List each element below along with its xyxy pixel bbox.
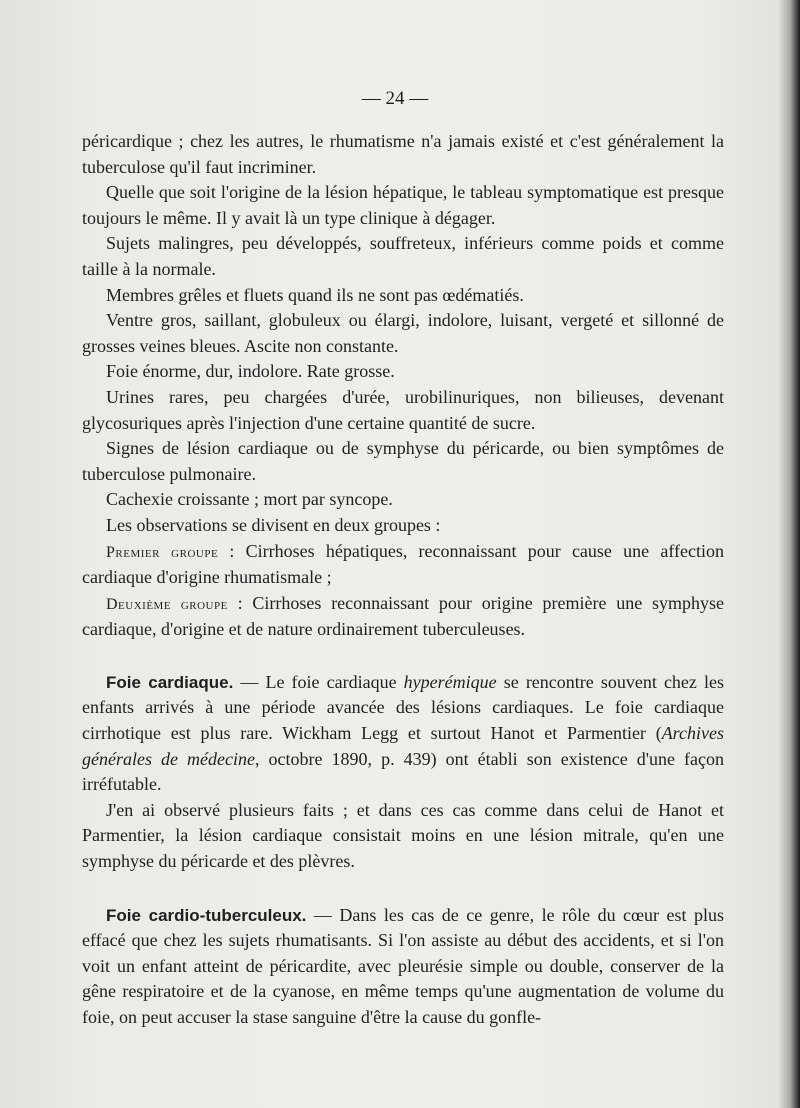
section-heading: Foie cardiaque. <box>106 672 234 692</box>
page-number: — 24 — <box>361 88 429 109</box>
section-paragraph <box>82 670 724 798</box>
section-heading: Foie cardio-tuberculeux. <box>106 905 307 925</box>
text-run: , octobre 1890, p. 439) ont établi son existence d'une façon irréfutable. <box>82 748 724 795</box>
paragraph: Quelle que soit l'origine de la lésion hépatique, le tableau symptomatique est presque toujours le même. Il y avait là un type clinique à dégager. <box>82 182 724 228</box>
page-body <box>82 129 724 1031</box>
paragraph: Signes de lésion cardiaque ou de symphyse du péricarde, ou bien symptômes de tuberculose pulmonaire. <box>82 438 724 484</box>
paragraph: Foie énorme, dur, indolore. Rate grosse. <box>106 361 395 382</box>
section-paragraph <box>82 903 724 1031</box>
paragraph: Les observations se divisent en deux groupes : <box>106 514 441 535</box>
italic-run: Archives générales de médecine <box>82 723 724 769</box>
group-paragraph <box>82 539 724 591</box>
group-paragraph <box>82 591 724 643</box>
text-run: — Le foie cardiaque <box>233 671 404 692</box>
page-edge-shadow <box>778 0 800 1108</box>
paragraph: Membres grêles et fluets quand ils ne sont pas œdématiés. <box>106 284 524 305</box>
italic-run: hyperémique <box>403 671 497 692</box>
group-label: Deuxième groupe <box>106 595 228 613</box>
text-run: se rencontre souvent chez les enfants arrivés à une période avancée des lésions cardiaques. Le foie cardiaque cirrhotique est plus rare. Wickham Legg et surtout Hanot et Parmentier ( <box>82 671 724 744</box>
group-text: : Cirrhoses reconnaissant pour origine première une symphyse cardiaque, d'origine et de nature ordinairement tuberculeuses. <box>82 592 724 640</box>
paragraph: Cachexie croissante ; mort par syncope. <box>106 489 393 510</box>
group-label: Premier groupe <box>106 543 219 561</box>
paragraph: Sujets malingres, peu développés, souffreteux, inférieurs comme poids et comme taille à la normale. <box>82 233 724 279</box>
paragraph: J'en ai observé plusieurs faits ; et dans ces cas comme dans celui de Hanot et Parmentier, la lésion cardiaque consistait moins en une lésion mitrale, qu'en une symphyse du péricarde et des plèvres. <box>82 799 724 872</box>
paragraph: péricardique ; chez les autres, le rhumatisme n'a jamais existé et c'est généralement la tuberculose qu'il faut incriminer. <box>82 131 724 177</box>
text-run: — Dans les cas de ce genre, le rôle du cœur est plus effacé que chez les sujets rhumatisants. Si l'on assiste au début des accidents, et si l'on voit un enfant atteint de péricardite, avec pleurésie simple ou double, conserver de la gêne respiratoire et de la cyanose, en même temps qu'une augmentation de volume du foie, on peut accuser la stase sanguine d'être la cause du gonfle- <box>82 904 724 1027</box>
paragraph: Urines rares, peu chargées d'urée, urobilinuriques, non bilieuses, devenant glycosuriques après l'injection d'une certaine quantité de sucre. <box>82 386 724 433</box>
group-text: : Cirrhoses hépatiques, reconnaissant pour cause une affection cardiaque d'origine rhumatismale ; <box>82 540 724 588</box>
paragraph: Ventre gros, saillant, globuleux ou élargi, indolore, luisant, vergeté et sillonné de grosses veines bleues. Ascite non constante. <box>82 310 724 356</box>
